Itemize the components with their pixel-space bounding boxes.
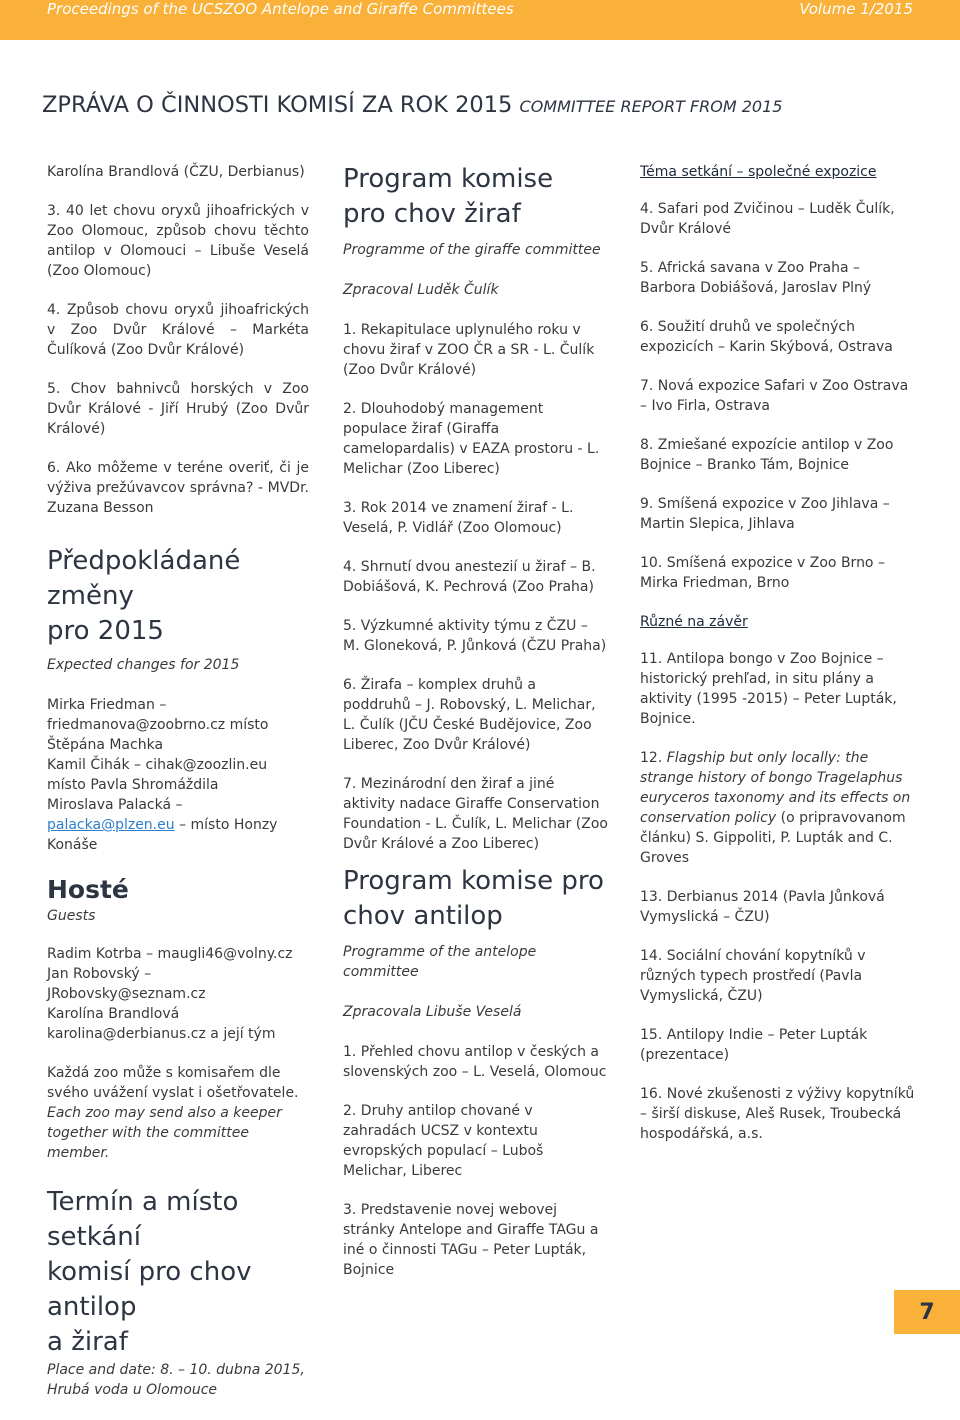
list-item: 10. Smíšená expozice v Zoo Brno – Mirka Friedman, Brno <box>640 555 885 591</box>
heading-line: chov antilop <box>343 901 503 931</box>
section-subheading: Programme of the giraffe committee <box>343 242 601 258</box>
page-title <box>42 92 922 118</box>
list-item: 4. Způsob chovu oryxů jihoafrických v Zoo Dvůr Králové – Markéta Čulíková (Zoo Dvůr Králové) <box>47 302 309 358</box>
list-item: 5. Výzkumné aktivity týmu z ČZU – M. Gloneková, P. Jůnková (ČZU Praha) <box>343 618 607 654</box>
list-item: 9. Smíšená expozice v Zoo Jihlava – Martin Slepica, Jihlava <box>640 496 890 532</box>
section-heading-antelope <box>343 864 608 934</box>
section-heading-giraffe <box>343 162 608 232</box>
heading-line: pro 2015 <box>47 616 164 646</box>
list-item: 6. Žirafa – komplex druhů a poddruhů – J. Robovský, L. Melichar, L. Čulík (JČU České Budějovice, Zoo Liberec, Zoo Dvůr Králové) <box>343 677 596 753</box>
list-item: 11. Antilopa bongo v Zoo Bojnice – historický prehľad, in situ plány a aktivity (1995 -2015) – Peter Lupták, Bojnice. <box>640 651 897 727</box>
section-author: Zpracoval Luděk Čulík <box>343 282 499 298</box>
section-heading-misc <box>640 612 915 632</box>
list-item: 8. Zmiešané expozície antilop v Zoo Bojnice – Branko Tám, Bojnice <box>640 437 894 473</box>
section-heading-changes <box>47 544 309 649</box>
column-right <box>640 162 915 1163</box>
section-heading-topic <box>640 162 915 182</box>
page-number: 7 <box>894 1290 960 1334</box>
guest-line: Karolína Brandlová karolina@derbianus.cz a její tým <box>47 1006 276 1042</box>
heading-line: Předpokládané změny <box>47 546 241 611</box>
list-item: 2. Dlouhodobý management populace žiraf (Giraffa camelopardalis) v EAZA prostoru - L. Melichar (Zoo Liberec) <box>343 401 600 477</box>
list-item: 4. Safari pod Zvičinou – Luděk Čulík, Dvůr Králové <box>640 201 895 237</box>
page-title-main: ZPRÁVA O ČINNOSTI KOMISÍ ZA ROK 2015 <box>42 92 513 118</box>
intro-line: Karolína Brandlová (ČZU, Derbianus) <box>47 164 305 180</box>
heading-line: Program komise pro <box>343 866 604 896</box>
section-author: Zpracovala Libuše Veselá <box>343 1004 522 1020</box>
changes-line: Kamil Čihák – cihak@zoozlin.eu místo Pavla Shromáždila <box>47 757 268 793</box>
heading-line: Termín a místo setkání <box>47 1187 239 1252</box>
item-number: 12. <box>640 750 667 766</box>
topic-title: Téma setkání – společné expozice <box>640 164 877 180</box>
changes-line <box>47 795 309 855</box>
heading-line: pro chov žiraf <box>343 199 521 229</box>
column-left <box>47 162 309 1420</box>
list-item <box>640 748 915 868</box>
list-item: 4. Shrnutí dvou anestezií u žiraf – B. Dobiášová, K. Pechrová (Zoo Praha) <box>343 559 596 595</box>
heading-line: komisí pro chov antilop <box>47 1257 252 1322</box>
misc-title: Různé na závěr <box>640 614 748 630</box>
list-item: 2. Druhy antilop chované v zahradách UCSZ v kontextu evropských populací – Luboš Melichar, Liberec <box>343 1103 544 1179</box>
list-item: 5. Africká savana v Zoo Praha – Barbora Dobiášová, Jaroslav Plný <box>640 260 872 296</box>
list-item: 7. Mezinárodní den žiraf a jiné aktivity nadace Giraffe Conservation Foundation - L. Čulík, L. Melichar (Zoo Dvůr Králové a Zoo Liberec) <box>343 776 608 852</box>
heading-line: a žiraf <box>47 1327 128 1357</box>
section-heading-guests: Hosté <box>47 875 129 904</box>
note-czech: Každá zoo může s komisařem dle svého uvážení vyslat i ošetřovatele. <box>47 1065 299 1101</box>
note-english: Each zoo may send also a keeper together with the committee member. <box>47 1105 282 1161</box>
section-subheading: Programme of the antelope committee <box>343 944 537 980</box>
list-item: 3. 40 let chovu oryxů jihoafrických v Zoo Olomouc, způsob chovu těchto antilop v Olomouci – Libuše Veselá (Zoo Olomouc) <box>47 203 309 279</box>
list-item: 16. Nové zkušenosti z výživy kopytníků – širší diskuse, Aleš Rusek, Troubecká hospodářská, a.s. <box>640 1086 915 1142</box>
email-link[interactable]: palacka@plzen.eu <box>47 817 175 833</box>
guest-line: Jan Robovský – JRobovsky@seznam.cz <box>47 966 206 1002</box>
section-subheading: Place and date: 8. – 10. dubna 2015, Hrubá voda u Olomouce <box>47 1362 305 1398</box>
list-item: 13. Derbianus 2014 (Pavla Jůnková Vymyslická – ČZU) <box>640 889 885 925</box>
item-text: (o pripravovanom článku) S. Gippoliti, P. Lupták and C. Groves <box>640 810 906 866</box>
header-volume: Volume 1/2015 <box>799 0 913 18</box>
column-middle <box>343 162 608 1299</box>
heading-line: Program komise <box>343 164 554 194</box>
list-item: 1. Přehled chovu antilop v českých a slovenských zoo – L. Veselá, Olomouc <box>343 1044 607 1080</box>
list-item: 6. Ako môžeme v teréne overiť, či je výživa prežúvavcov správna? - MVDr. Zuzana Besson <box>47 460 309 516</box>
list-item: 3. Predstavenie novej webovej stránky Antelope and Giraffe TAGu a iné o činnosti TAGu – Peter Lupták, Bojnice <box>343 1202 599 1278</box>
changes-text: Miroslava Palacká – <box>47 797 183 813</box>
list-item: 15. Antilopy Indie – Peter Lupták (prezentace) <box>640 1027 868 1063</box>
header-bar <box>0 0 960 40</box>
list-item: 1. Rekapitulace uplynulého roku v chovu žiraf v ZOO ČR a SR - L. Čulík (Zoo Dvůr Králové) <box>343 322 595 378</box>
page-title-sub: COMMITTEE REPORT FROM 2015 <box>519 97 783 116</box>
changes-line: Mirka Friedman – friedmanova@zoobrno.cz místo Štěpána Machka <box>47 697 269 753</box>
paper-title: Flagship but only locally: the strange history of bongo Tragelaphus euryceros taxonomy and its effects on conservation policy <box>640 750 911 826</box>
list-item: 7. Nová expozice Safari v Zoo Ostrava – Ivo Firla, Ostrava <box>640 378 909 414</box>
list-item: 3. Rok 2014 ve znamení žiraf - L. Veselá, P. Vidlář (Zoo Olomouc) <box>343 500 574 536</box>
section-subheading: Guests <box>47 908 96 924</box>
list-item: 5. Chov bahnivců horských v Zoo Dvůr Králové - Jiří Hrubý (Zoo Dvůr Králové) <box>47 381 309 437</box>
changes-text: – místo Honzy Konáše <box>47 817 278 853</box>
list-item: 6. Soužití druhů ve společných expozicích – Karin Skýbová, Ostrava <box>640 319 893 355</box>
guest-line: Radim Kotrba – maugli46@volny.cz <box>47 946 293 962</box>
section-subheading: Expected changes for 2015 <box>47 657 240 673</box>
header-journal-title: Proceedings of the UCSZOO Antelope and Giraffe Committees <box>47 0 514 18</box>
list-item: 14. Sociální chování kopytníků v různých typech prostředí (Pavla Vymyslická, ČZU) <box>640 948 866 1004</box>
